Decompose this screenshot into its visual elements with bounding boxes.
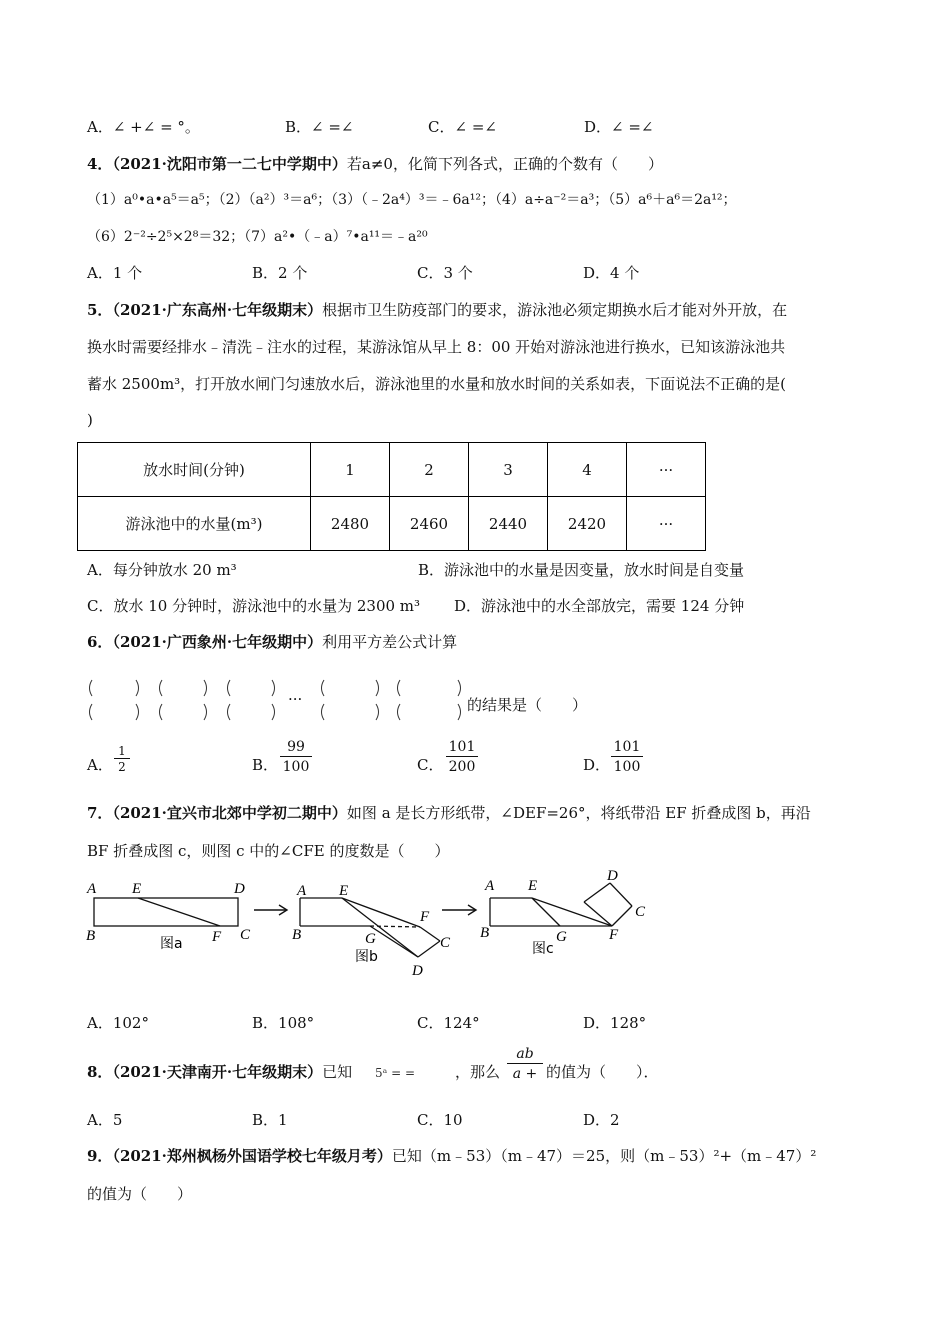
q3-option-c: C．∠ =∠ <box>428 118 497 136</box>
table-cell: 游泳池中的水量(m³) <box>78 497 311 551</box>
q5-stem-line1 <box>87 299 787 320</box>
q6-stem-line <box>87 631 457 652</box>
q6-stem: 利用平方差公式计算 <box>322 633 458 651</box>
figure-c <box>490 883 632 926</box>
q7-option-d: D．128° <box>583 1014 647 1032</box>
label-D-b: D <box>412 963 423 979</box>
fraction-numerator: ab <box>507 1045 543 1064</box>
label-G-b: G <box>365 931 376 947</box>
label-C-a: C <box>240 927 251 943</box>
q5-stem-line4: ) <box>87 411 93 429</box>
label-B-b: B <box>292 927 302 943</box>
label-F-a: F <box>212 929 222 945</box>
table-cell: 3 <box>469 443 548 497</box>
figure-a <box>94 898 238 926</box>
q5-option-c: C．放水 10 分钟时，游泳池中的水量为 2300 m³ <box>87 597 421 615</box>
q7-source: （2021·宜兴市北郊中学初二期中） <box>112 804 347 822</box>
q7-stem-line2: BF 折叠成图 c，则图 c 中的∠CFE 的度数是（ ） <box>87 842 450 860</box>
q8-option-d: D．2 <box>583 1111 620 1129</box>
label-E-a: E <box>132 881 142 897</box>
fraction-numerator: 1 <box>114 744 130 759</box>
q7-option-a: A．102° <box>87 1014 149 1032</box>
q6-option-b-fraction <box>280 738 312 777</box>
q6-number: 6． <box>87 633 113 651</box>
q9-stem-line2: 的值为（ ） <box>87 1185 193 1203</box>
q5-table <box>77 442 706 551</box>
label-B-a: B <box>86 928 96 944</box>
figure-a-caption: 图a <box>160 936 183 952</box>
table-cell: 1 <box>311 443 390 497</box>
q4-source: （2021·沈阳市第一二七中学期中） <box>112 155 347 173</box>
q7-option-c: C．124° <box>417 1014 480 1032</box>
arrow-icon <box>442 905 476 915</box>
q4-items-line1: （1）a⁰•a•a⁵＝a⁵；（2）（a²）³＝a⁶；（3）（﹣2a⁴）³＝﹣6a¹²；（4）a÷a⁻²＝a³；（5）a⁶＋a⁶＝2a¹²； <box>87 192 737 208</box>
table-cell: 2420 <box>548 497 627 551</box>
q8-option-a: A．5 <box>87 1111 123 1129</box>
q6-option-c-label: C． <box>417 756 444 774</box>
q4-option-c: C．3 个 <box>417 264 473 282</box>
q3-option-b: B．∠ =∠ <box>285 118 354 136</box>
figure-b-caption: 图b <box>355 949 378 965</box>
fraction-denominator: a + <box>512 1066 538 1082</box>
table-row <box>78 443 706 497</box>
fraction-numerator: 99 <box>280 738 312 757</box>
q8-fraction <box>507 1045 543 1084</box>
q6-source: （2021·广西象州·七年级期中） <box>112 633 323 651</box>
q9-number: 9． <box>87 1147 113 1165</box>
q8-stem-mid: ，那么 <box>455 1063 501 1081</box>
label-D-a: D <box>234 881 245 897</box>
table-cell: 2 <box>390 443 469 497</box>
fraction-denominator: 2 <box>118 760 126 774</box>
q8-stem-pre: 已知 <box>322 1063 353 1081</box>
q6-option-d-label: D． <box>583 756 611 774</box>
q7-folding-figure <box>80 865 660 985</box>
q8-stem-line <box>87 1061 352 1082</box>
q8-expression: 5ᵃ = = <box>375 1066 416 1080</box>
q4-stem: 若a≠0，化简下列各式，正确的个数有（ ） <box>346 155 663 173</box>
q8-source: （2021·天津南开·七年级期末） <box>112 1063 323 1081</box>
q4-option-d: D．4 个 <box>583 264 640 282</box>
q8-stem-post: 的值为（ ）． <box>546 1063 659 1081</box>
q6-product-expression <box>84 676 466 724</box>
q3-option-d: D．∠ =∠ <box>584 118 654 136</box>
label-C-b: C <box>440 935 451 951</box>
label-A-a: A <box>87 881 97 897</box>
label-E-c: E <box>528 878 538 894</box>
q5-stem-line2: 换水时需要经排水﹣清洗﹣注水的过程，某游泳馆从早上 8：00 开始对游泳池进行换水，已知该游泳池共 <box>87 338 786 356</box>
q8-option-c: C．10 <box>417 1111 463 1129</box>
label-A-c: A <box>485 878 495 894</box>
q9-source: （2021·郑州枫杨外国语学校七年级月考） <box>112 1147 392 1165</box>
q5-stem-line3: 蓄水 2500m³，打开放水闸门匀速放水后，游泳池里的水量和放水时间的关系如表，下面说法不正确的是( <box>87 375 787 393</box>
q5-number: 5． <box>87 301 113 319</box>
table-cell: 2460 <box>390 497 469 551</box>
q6-option-a-fraction <box>114 744 130 775</box>
label-D-c: D <box>607 868 618 884</box>
label-F-c: F <box>609 927 619 943</box>
table-row <box>78 497 706 551</box>
q4-items-line2: （6）2⁻²÷2⁵×2⁸＝32；（7）a²•（﹣a）⁷•a¹¹＝﹣a²⁰ <box>87 229 428 245</box>
table-cell: ··· <box>627 497 706 551</box>
table-cell: 2480 <box>311 497 390 551</box>
q4-option-a: A．1 个 <box>87 264 143 282</box>
q5-source: （2021·广东高州·七年级期末） <box>112 301 323 319</box>
q8-number: 8． <box>87 1063 113 1081</box>
q7-number: 7． <box>87 804 113 822</box>
label-A-b: A <box>297 883 307 899</box>
q4-stem-line <box>87 153 663 174</box>
q5-option-a: A．每分钟放水 20 m³ <box>87 561 237 579</box>
fraction-denominator: 100 <box>613 759 641 775</box>
fraction-denominator: 100 <box>282 759 310 775</box>
q5-option-b: B．游泳池中的水量是因变量，放水时间是自变量 <box>418 561 745 579</box>
table-cell: 放水时间(分钟) <box>78 443 311 497</box>
label-E-b: E <box>339 883 349 899</box>
fraction-numerator: 101 <box>446 738 478 757</box>
q6-option-c-fraction <box>446 738 478 777</box>
q6-tail: 的结果是（ ） <box>467 696 588 714</box>
q6-option-a-label: A． <box>87 756 113 774</box>
label-F-b: F <box>420 909 430 925</box>
q4-number: 4． <box>87 155 113 173</box>
q8-option-b: B．1 <box>252 1111 288 1129</box>
arrow-icon <box>254 905 287 915</box>
q7-stem-line1 <box>87 802 811 823</box>
fraction-denominator: 200 <box>448 759 476 775</box>
table-cell: 4 <box>548 443 627 497</box>
q6-option-b-label: B． <box>252 756 279 774</box>
q3-option-a: A．∠ +∠ = °。 <box>87 118 200 136</box>
q9-stem-1: 已知（m﹣53）（m﹣47）＝25，则（m﹣53）²+（m﹣47）² <box>391 1147 817 1165</box>
label-B-c: B <box>480 925 490 941</box>
label-G-c: G <box>556 929 567 945</box>
label-C-c: C <box>635 904 646 920</box>
figure-c-caption: 图c <box>532 941 554 957</box>
table-cell: 2440 <box>469 497 548 551</box>
q4-option-b: B．2 个 <box>252 264 308 282</box>
q6-ellipsis: ··· <box>288 690 303 708</box>
q6-option-d-fraction <box>611 738 643 777</box>
q9-stem-line1 <box>87 1145 816 1166</box>
q7-option-b: B．108° <box>252 1014 315 1032</box>
table-cell: ··· <box>627 443 706 497</box>
q5-option-d: D．游泳池中的水全部放完，需要 124 分钟 <box>454 597 745 615</box>
q5-stem-1: 根据市卫生防疫部门的要求，游泳池必须定期换水后才能对外开放，在 <box>322 301 788 319</box>
fraction-numerator: 101 <box>611 738 643 757</box>
q7-stem-1: 如图 a 是长方形纸带，∠DEF=26°，将纸带沿 EF 折叠成图 b，再沿 <box>346 804 811 822</box>
